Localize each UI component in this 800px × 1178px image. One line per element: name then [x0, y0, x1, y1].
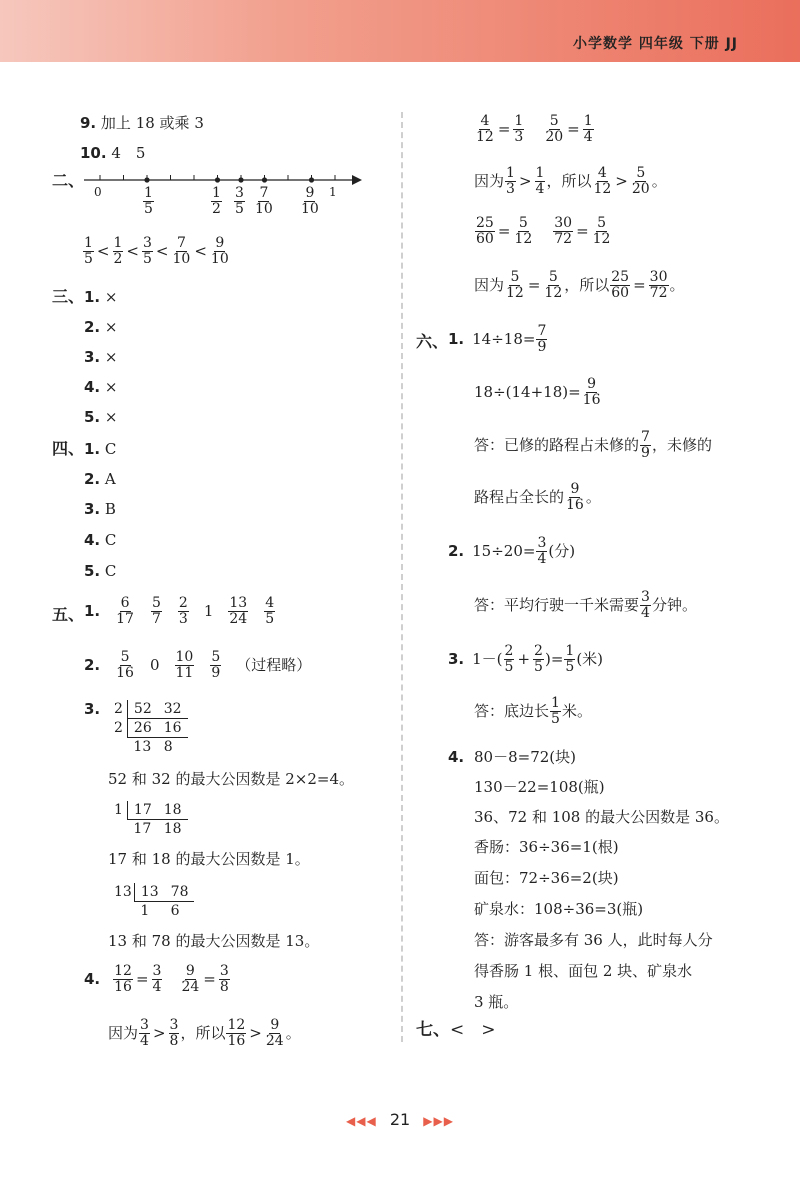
section-3-label: 三、 — [52, 287, 85, 306]
s6-q4-line: 80－8=72(块) — [474, 748, 576, 766]
nl-frac-9-10: $\frac{9}{10}$ — [301, 185, 319, 217]
s6-q3-answer: 答：底边长 $\frac{1}{5}$ 米。 — [474, 695, 592, 727]
short-division-3: 13 13 78 1 6 — [108, 883, 194, 920]
arrow-head — [352, 175, 362, 185]
s6-q1-answer: 答：已修的路程占未修的 $\frac{7}{9}$ ，未修的 — [474, 429, 712, 461]
book-title: 小学数学 四年级 下册 JJ — [572, 36, 738, 52]
s4-item: 2. A — [84, 470, 116, 488]
s6-q4-line: 得香肠 1 根、面包 2 块、矿泉水 — [474, 962, 693, 980]
short-division-2: 1 17 18 17 18 — [108, 801, 188, 838]
s3-item: 1. × — [84, 288, 118, 306]
s6-q1-eq2: 18÷(14+18)= $\frac{9}{16}$ — [474, 376, 601, 408]
r-compare-2: 因为 $\frac{5}{12}$ = $\frac{5}{12}$ ，所以 $\frac{25}{60}$ = $\frac{30}{72}$ 。 — [474, 269, 685, 301]
s5-q3-num: 3. — [84, 700, 101, 718]
number-line-point — [309, 177, 314, 182]
page-footer — [0, 1110, 800, 1129]
s4-item: 1. C — [84, 440, 117, 458]
s3-item: 3. × — [84, 348, 118, 366]
number-line — [82, 168, 367, 228]
s6-q4-line: 36、72 和 108 的最大公因数是 36。 — [474, 808, 729, 826]
s3-item: 5. × — [84, 408, 118, 426]
s6-q1-eq1: 1. 14÷18= $\frac{7}{9}$ — [448, 323, 547, 355]
number-line-point — [262, 177, 267, 182]
s5-q4-line2: 因为 $\frac{3}{4}$ > $\frac{3}{8}$ ，所以 $\frac{12}{16}$ > $\frac{9}{24}$ 。 — [108, 1017, 301, 1049]
s5-q4-line1: 4. $\frac{12}{16}$ = $\frac{3}{4}$ $\frac{9}{24}$ = $\frac{3}{8}$ — [84, 963, 229, 995]
s6-q2-answer: 答：平均行驶一千米需要 $\frac{3}{4}$ 分钟。 — [474, 589, 697, 621]
nl-frac-1-2: $\frac{1}{2}$ — [212, 185, 221, 217]
section-5-label: 五、 — [52, 605, 85, 624]
s6-q4-line: 答：游客最多有 36 人，此时每人分 — [474, 931, 713, 949]
s3-item: 4. × — [84, 378, 118, 396]
s6-q3-eq: 3. 1－( $\frac{2}{5}$ + $\frac{2}{5}$ )= $\frac{1}{5}$ (米) — [448, 643, 604, 675]
s6-q4-line: 香肠：36÷36=1(根) — [474, 838, 619, 856]
ordering: $\frac{1}{5}$ < $\frac{1}{2}$ < $\frac{3}{5}$ < $\frac{7}{10}$ < $\frac{9}{10}$ — [84, 235, 229, 267]
nl-frac-3-5: $\frac{3}{5}$ — [235, 185, 244, 217]
number-line-point — [144, 177, 149, 182]
q9: 9. 加上 18 或乘 3 — [80, 114, 204, 132]
right-arrows-icon: ▶▶▶ — [423, 1114, 454, 1128]
r-eq-row-2: $\frac{25}{60}$ = $\frac{5}{12}$ $\frac{30}{72}$ = $\frac{5}{12}$ — [476, 215, 611, 247]
s6-q4-line: 矿泉水：108÷36=3(瓶) — [474, 900, 644, 918]
section-6-label: 六、 — [416, 332, 449, 351]
gcd-conclusion-1: 52 和 32 的最大公因数是 2×2=4。 — [108, 770, 355, 788]
section-4-label: 四、 — [52, 439, 85, 458]
s5-q2: 2. $\frac{5}{16}$ 0 $\frac{10}{11}$ $\frac{5}{9}$ （过程略） — [84, 649, 312, 681]
number-line-point — [215, 177, 220, 182]
left-arrows-icon: ◀◀◀ — [346, 1114, 377, 1128]
nl-frac-1-5: $\frac{1}{5}$ — [144, 185, 153, 217]
r-eq-row-1: $\frac{4}{12}$ = $\frac{1}{3}$ $\frac{5}{20}$ = $\frac{1}{4}$ — [476, 113, 593, 145]
gcd-conclusion-3: 13 和 78 的最大公因数是 13。 — [108, 932, 320, 950]
s4-item: 3. B — [84, 500, 116, 518]
s6-q4-line: 3 瓶。 — [474, 993, 519, 1011]
section-2-label: 二、 — [52, 171, 85, 190]
s4-item: 4. C — [84, 531, 117, 549]
s6-q4-line: 130－22=108(瓶) — [474, 778, 605, 796]
header-banner — [0, 0, 800, 62]
short-division-1: 2 52 32 2 26 16 13 8 — [108, 700, 188, 756]
s6-q2-eq: 2. 15÷20= $\frac{3}{4}$ (分) — [448, 535, 576, 567]
section-7: 七、< > — [416, 1020, 496, 1040]
r-compare-1: 因为 $\frac{1}{3}$ > $\frac{1}{4}$ ，所以 $\frac{4}{12}$ > $\frac{5}{20}$ 。 — [474, 165, 667, 197]
s5-q1: 1. $\frac{6}{17}$ $\frac{5}{7}$ $\frac{2}{3}$ 1 $\frac{13}{24}$ $\frac{4}{5}$ — [84, 595, 275, 627]
q10: 10. 4 5 — [80, 144, 146, 162]
gcd-conclusion-2: 17 和 18 的最大公因数是 1。 — [108, 850, 310, 868]
tick-1: 1 — [329, 185, 337, 199]
nl-frac-7-10: $\frac{7}{10}$ — [255, 185, 273, 217]
s4-item: 5. C — [84, 562, 117, 580]
column-divider — [401, 112, 403, 1042]
page-number: 21 — [389, 1110, 411, 1129]
number-line-point — [238, 177, 243, 182]
tick-0: 0 — [94, 185, 102, 199]
s3-item: 2. × — [84, 318, 118, 336]
s6-q4-num: 4. — [448, 748, 465, 766]
s6-q1-answer-2: 路程占全长的 $\frac{9}{16}$ 。 — [474, 481, 601, 513]
s6-q4-line: 面包：72÷36=2(块) — [474, 869, 619, 887]
